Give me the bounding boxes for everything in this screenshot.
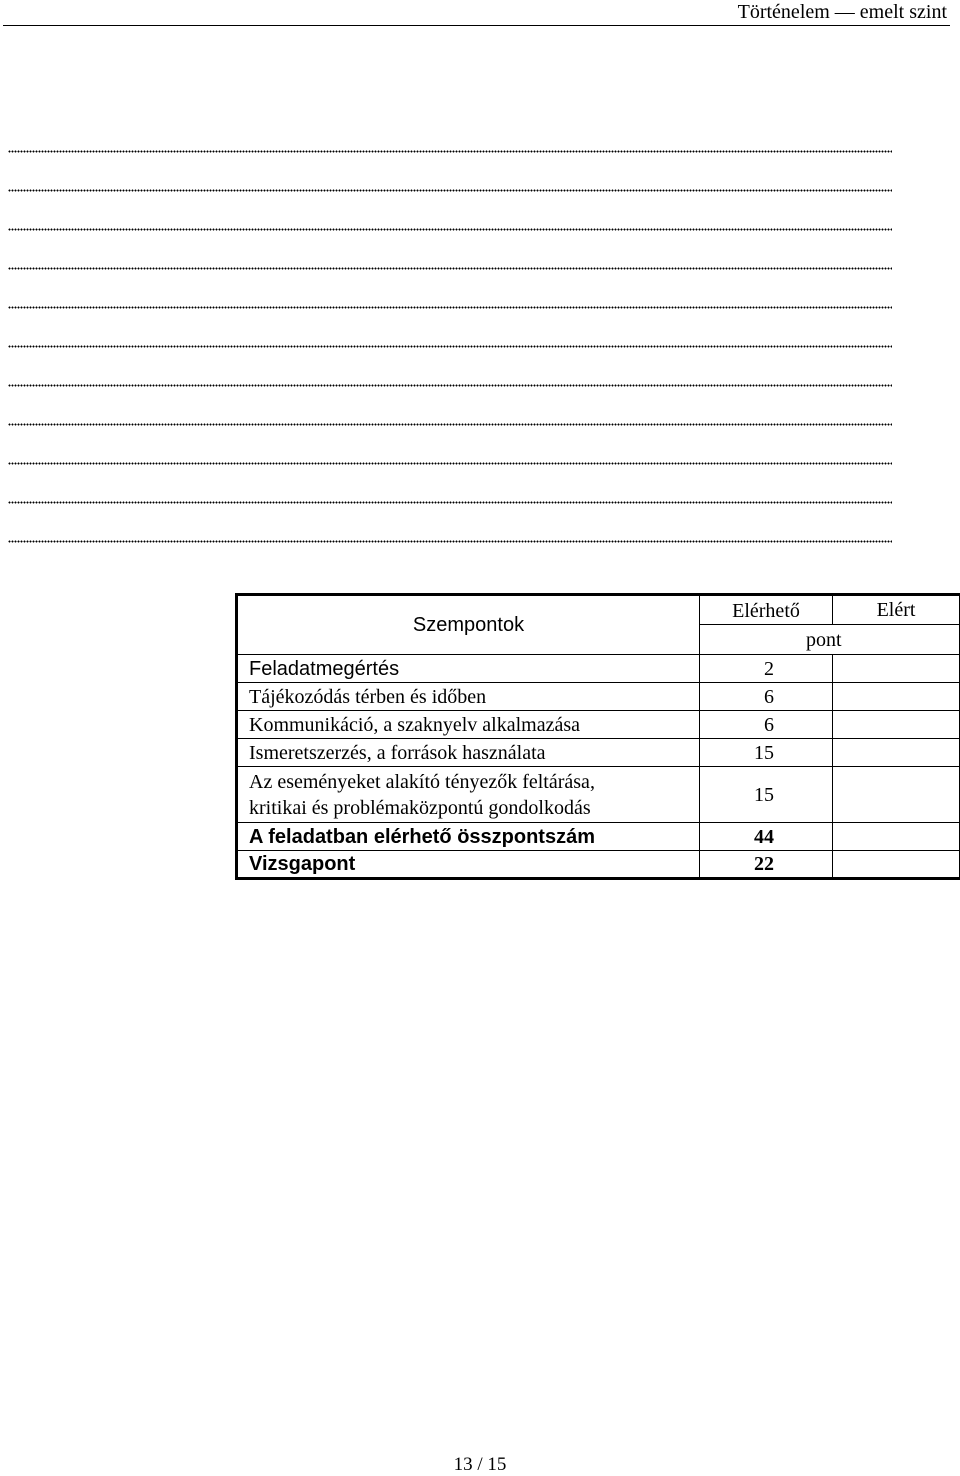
available-points-header bbox=[700, 595, 833, 625]
page-number: 13 / 15 bbox=[0, 1454, 960, 1476]
row-label: Tájékozódás térben és időben bbox=[237, 683, 700, 711]
available-points-unit-label: pont bbox=[806, 629, 842, 651]
page-header-title: Történelem — emelt szint bbox=[738, 0, 947, 24]
available-points-header-label: Elérhető bbox=[732, 600, 800, 622]
header-rule bbox=[3, 25, 950, 26]
row-label-multiline bbox=[237, 767, 700, 823]
row-label: Feladatmegértés bbox=[237, 655, 700, 683]
table-row bbox=[237, 683, 960, 711]
answer-line[interactable] bbox=[8, 150, 892, 153]
answer-line[interactable] bbox=[8, 345, 892, 348]
total-label: A feladatban elérhető összpontszám bbox=[237, 823, 700, 851]
row-available-points: 15 bbox=[700, 767, 833, 823]
scoring-table bbox=[235, 593, 960, 880]
criteria-header bbox=[237, 595, 700, 655]
row-achieved-points[interactable] bbox=[833, 683, 960, 711]
exam-available-points: 22 bbox=[700, 851, 833, 879]
row-available-points: 6 bbox=[700, 711, 833, 739]
total-available-points: 44 bbox=[700, 823, 833, 851]
answer-line[interactable] bbox=[8, 189, 892, 192]
achieved-points-header bbox=[833, 595, 960, 625]
row-available-points: 6 bbox=[700, 683, 833, 711]
row-achieved-points[interactable] bbox=[833, 655, 960, 683]
row-label-line: Az eseményeket alakító tényezők feltárása, bbox=[249, 769, 699, 795]
row-label: Kommunikáció, a szaknyelv alkalmazása bbox=[237, 711, 700, 739]
row-achieved-points[interactable] bbox=[833, 767, 960, 823]
exam-points-label: Vizsgapont bbox=[237, 851, 700, 879]
row-available-points: 15 bbox=[700, 739, 833, 767]
row-achieved-points[interactable] bbox=[833, 739, 960, 767]
answer-lines[interactable] bbox=[8, 145, 892, 555]
row-achieved-points[interactable] bbox=[833, 711, 960, 739]
answer-line[interactable] bbox=[8, 228, 892, 231]
row-available-points: 2 bbox=[700, 655, 833, 683]
achieved-points-header-label: Elért bbox=[877, 599, 916, 621]
total-row bbox=[237, 823, 960, 851]
criteria-header-label: Szempontok bbox=[413, 614, 524, 636]
total-achieved-points[interactable] bbox=[833, 823, 960, 851]
row-label: Ismeretszerzés, a források használata bbox=[237, 739, 700, 767]
table-row bbox=[237, 655, 960, 683]
exam-points-row bbox=[237, 851, 960, 879]
table-row bbox=[237, 739, 960, 767]
answer-line[interactable] bbox=[8, 501, 892, 504]
exam-achieved-points[interactable] bbox=[833, 851, 960, 879]
answer-line[interactable] bbox=[8, 462, 892, 465]
answer-line[interactable] bbox=[8, 267, 892, 270]
row-label-line: kritikai és problémaközpontú gondolkodás bbox=[249, 795, 699, 821]
table-row bbox=[237, 711, 960, 739]
answer-line[interactable] bbox=[8, 540, 892, 543]
table-row bbox=[237, 767, 960, 823]
answer-line[interactable] bbox=[8, 384, 892, 387]
answer-line[interactable] bbox=[8, 423, 892, 426]
answer-line[interactable] bbox=[8, 306, 892, 309]
available-points-header-unit bbox=[700, 625, 960, 655]
